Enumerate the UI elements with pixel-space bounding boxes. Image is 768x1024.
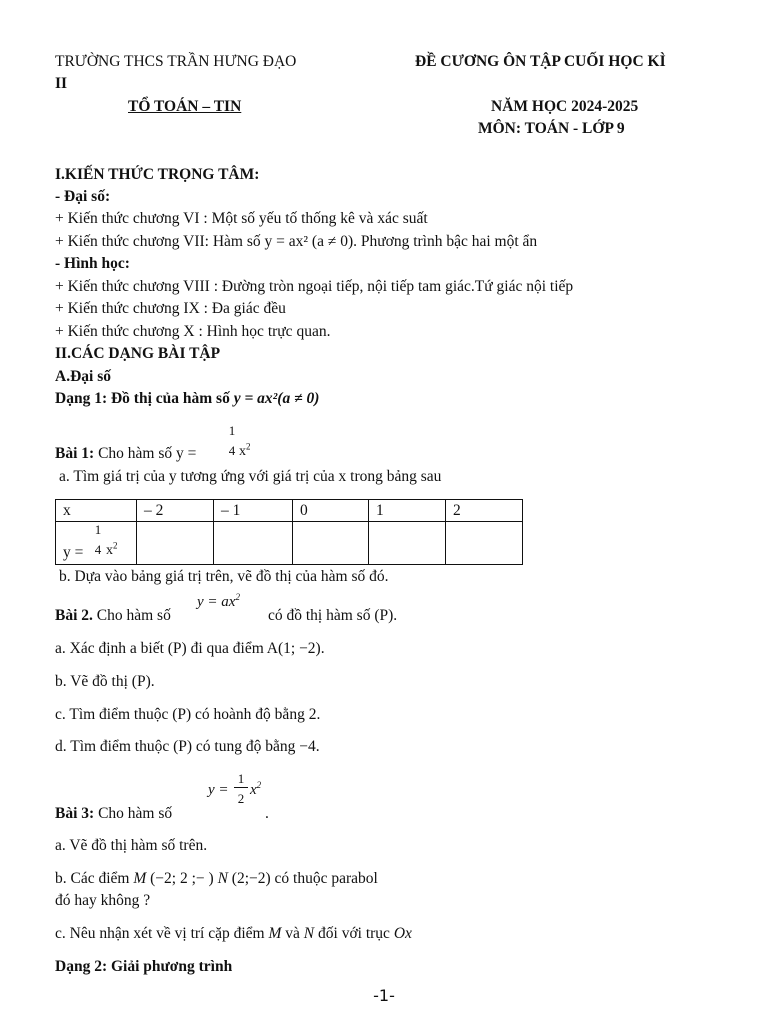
bai1-frac-den: 4	[228, 443, 236, 458]
part-a-heading: A.Đại số	[55, 368, 111, 385]
geometry-item: + Kiến thức chương IX : Đa giác đều	[55, 300, 286, 317]
bai3-part-b-line2: đó hay không ?	[55, 892, 151, 909]
dang1-label: Dạng 1: Đồ thị của hàm số	[55, 390, 230, 407]
bai2-tail: có đồ thị hàm số (P).	[268, 607, 398, 624]
bai3-var: $x^2$	[250, 780, 262, 798]
bai2-part-c: c. Tìm điểm thuộc (P) có hoành độ bằng 2.	[55, 706, 321, 723]
bai3-part-c: c. Nêu nhận xét về vị trí cặp điểm M và N đối với trục Ox	[55, 925, 412, 942]
bai1-var: $x^2$	[239, 441, 251, 459]
bai3-part-a: a. Vẽ đồ thị hàm số trên.	[55, 837, 208, 854]
bai1-frac-num: 1	[228, 423, 236, 438]
page-number: -1-	[373, 986, 395, 1005]
department-name: TỔ TOÁN – TIN	[128, 98, 242, 115]
bai1-part-b: b. Dựa vào bảng giá trị trên, vẽ đồ thị của hàm số đó.	[59, 568, 389, 585]
bai2-formula: $y = ax^2$	[197, 592, 240, 610]
bai1-label: Bài 1:	[55, 445, 95, 462]
bai3-intro: Cho hàm số	[98, 805, 173, 822]
bai2-intro-line	[55, 606, 171, 626]
dang2-heading: Dạng 2: Giải phương trình	[55, 958, 233, 975]
bai1-intro-line	[55, 446, 196, 462]
table-cell-y-label	[56, 522, 137, 565]
table-cell	[293, 522, 369, 565]
algebra-label: - Đại số:	[55, 188, 111, 205]
table-cell: 2	[446, 500, 523, 522]
table-cell: 0	[293, 500, 369, 522]
document-title-tail: II	[55, 75, 68, 92]
value-table	[55, 499, 523, 565]
table-cell	[446, 522, 523, 565]
subject-line: MÔN: TOÁN - LỚP 9	[478, 120, 625, 137]
school-name: TRƯỜNG THCS TRẦN HƯNG ĐẠO	[55, 53, 297, 70]
geometry-item: + Kiến thức chương VIII : Đường tròn ngoại tiếp, nội tiếp tam giác.Tứ giác nội tiếp	[55, 278, 574, 295]
dang1-heading	[55, 389, 319, 409]
bai3-part-b: b. Các điểm M (−2; 2 ;− ) N (2;−2) có thuộc parabol	[55, 870, 378, 887]
table-cell: 1	[369, 500, 446, 522]
table-cell	[369, 522, 446, 565]
bai2-label: Bài 2.	[55, 607, 93, 624]
bai3-intro-line	[55, 804, 172, 824]
bai3-frac-num: 1	[237, 771, 245, 786]
table-cell	[137, 522, 214, 565]
document-title: ĐỀ CƯƠNG ÔN TẬP CUỐI HỌC KÌ	[415, 53, 666, 70]
bai3-label: Bài 3:	[55, 805, 95, 822]
algebra-item: + Kiến thức chương VII: Hàm số y = ax² (a ≠ 0). Phương trình bậc hai một ẩn	[55, 233, 538, 250]
bai3-dot: .	[265, 805, 269, 822]
bai1-part-a: a. Tìm giá trị của y tương ứng với giá trị của x trong bảng sau	[59, 468, 442, 485]
bai2-part-b: b. Vẽ đồ thị (P).	[55, 673, 155, 690]
bai2-part-d: d. Tìm điểm thuộc (P) có tung độ bằng −4.	[55, 738, 320, 755]
bai2-intro: Cho hàm số	[96, 607, 171, 624]
table-cell: x	[56, 500, 137, 522]
geometry-item: + Kiến thức chương X : Hình học trực quan.	[55, 323, 331, 340]
school-year: NĂM HỌC 2024-2025	[491, 98, 639, 115]
geometry-label: - Hình học:	[55, 255, 130, 272]
table-cell: – 1	[214, 500, 293, 522]
y-label: y =	[63, 544, 84, 561]
bai3-frac-bar	[234, 787, 248, 788]
table-row	[56, 522, 523, 565]
dang1-formula: y = ax²(a ≠ 0)	[233, 390, 320, 407]
table-cell: – 2	[137, 500, 214, 522]
y-frac-den: 4	[94, 542, 102, 557]
table-row	[56, 500, 523, 522]
bai3-frac-den: 2	[237, 791, 245, 806]
bai1-intro: Cho hàm số y =	[98, 445, 197, 462]
table-cell	[214, 522, 293, 565]
algebra-item: + Kiến thức chương VI : Một số yếu tố thống kê và xác suất	[55, 210, 428, 227]
bai3-formula-prefix: y =	[208, 782, 229, 798]
bai2-part-a: a. Xác định a biết (P) đi qua điểm A(1; −2).	[55, 640, 325, 657]
y-var: $x^2$	[106, 540, 118, 558]
y-frac-num: 1	[94, 522, 102, 537]
section-heading-knowledge: I.KIẾN THỨC TRỌNG TÂM:	[55, 166, 260, 183]
section-heading-exercises: II.CÁC DẠNG BÀI TẬP	[55, 345, 221, 362]
